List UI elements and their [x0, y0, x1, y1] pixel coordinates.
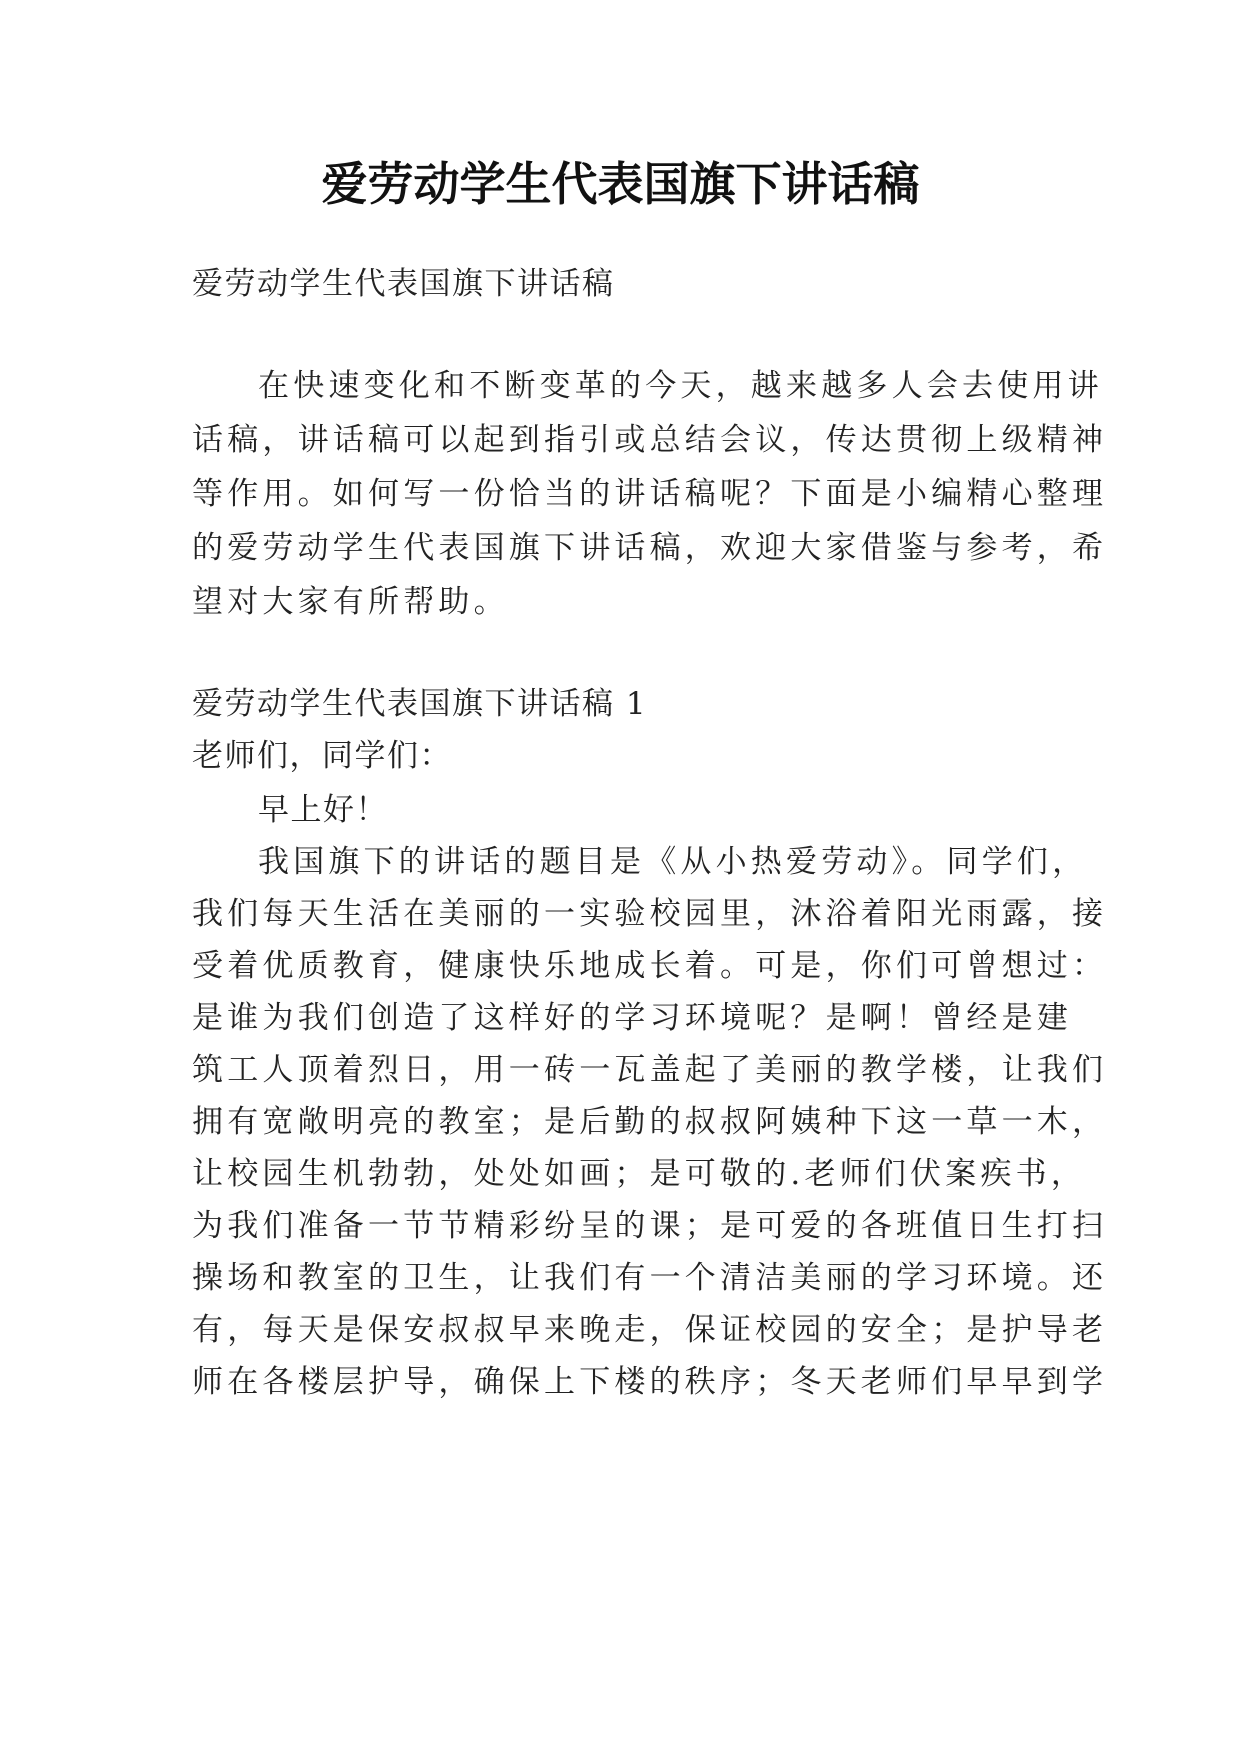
speech-line: 是谁为我们创造了这样好的学习环境呢？是啊！曾经是建: [192, 1000, 1072, 1036]
speech-line: 让校园生机勃勃，处处如画；是可敬的.老师们伏案疾书，: [192, 1156, 1087, 1192]
intro-line: 在快速变化和不断变革的今天，越来越多人会去使用讲: [258, 368, 1103, 404]
speech-line: 筑工人顶着烈日，用一砖一瓦盖起了美丽的教学楼，让我们: [192, 1052, 1108, 1088]
document-subtitle: 爱劳动学生代表国旗下讲话稿: [192, 266, 615, 302]
section-heading: 爱劳动学生代表国旗下讲话稿 1: [192, 686, 648, 722]
intro-line: 话稿，讲话稿可以起到指引或总结会议，传达贯彻上级精神: [192, 422, 1108, 458]
document-title: 爱劳动学生代表国旗下讲话稿: [321, 157, 920, 211]
speech-line: 操场和教室的卫生，让我们有一个清洁美丽的学习环境。还: [192, 1260, 1108, 1296]
intro-line: 望对大家有所帮助。: [192, 584, 509, 620]
speech-line: 拥有宽敞明亮的教室；是后勤的叔叔阿姨种下这一草一木，: [192, 1104, 1108, 1140]
speech-line: 有，每天是保安叔叔早来晚走，保证校园的安全；是护导老: [192, 1312, 1108, 1348]
salutation: 老师们，同学们：: [192, 738, 452, 774]
intro-line: 的爱劳动学生代表国旗下讲话稿，欢迎大家借鉴与参考，希: [192, 530, 1108, 566]
speech-line: 受着优质教育，健康快乐地成长着。可是，你们可曾想过：: [192, 948, 1108, 984]
greeting: 早上好！: [258, 792, 388, 828]
speech-line: 我们每天生活在美丽的一实验校园里，沐浴着阳光雨露，接: [192, 896, 1108, 932]
speech-line: 为我们准备一节节精彩纷呈的课；是可爱的各班值日生打扫: [192, 1208, 1108, 1244]
speech-line: 师在各楼层护导，确保上下楼的秩序；冬天老师们早早到学: [192, 1364, 1108, 1400]
intro-line: 等作用。如何写一份恰当的讲话稿呢？下面是小编精心整理: [192, 476, 1108, 512]
speech-line: 我国旗下的讲话的题目是《从小热爱劳动》。同学们，: [258, 844, 1088, 880]
